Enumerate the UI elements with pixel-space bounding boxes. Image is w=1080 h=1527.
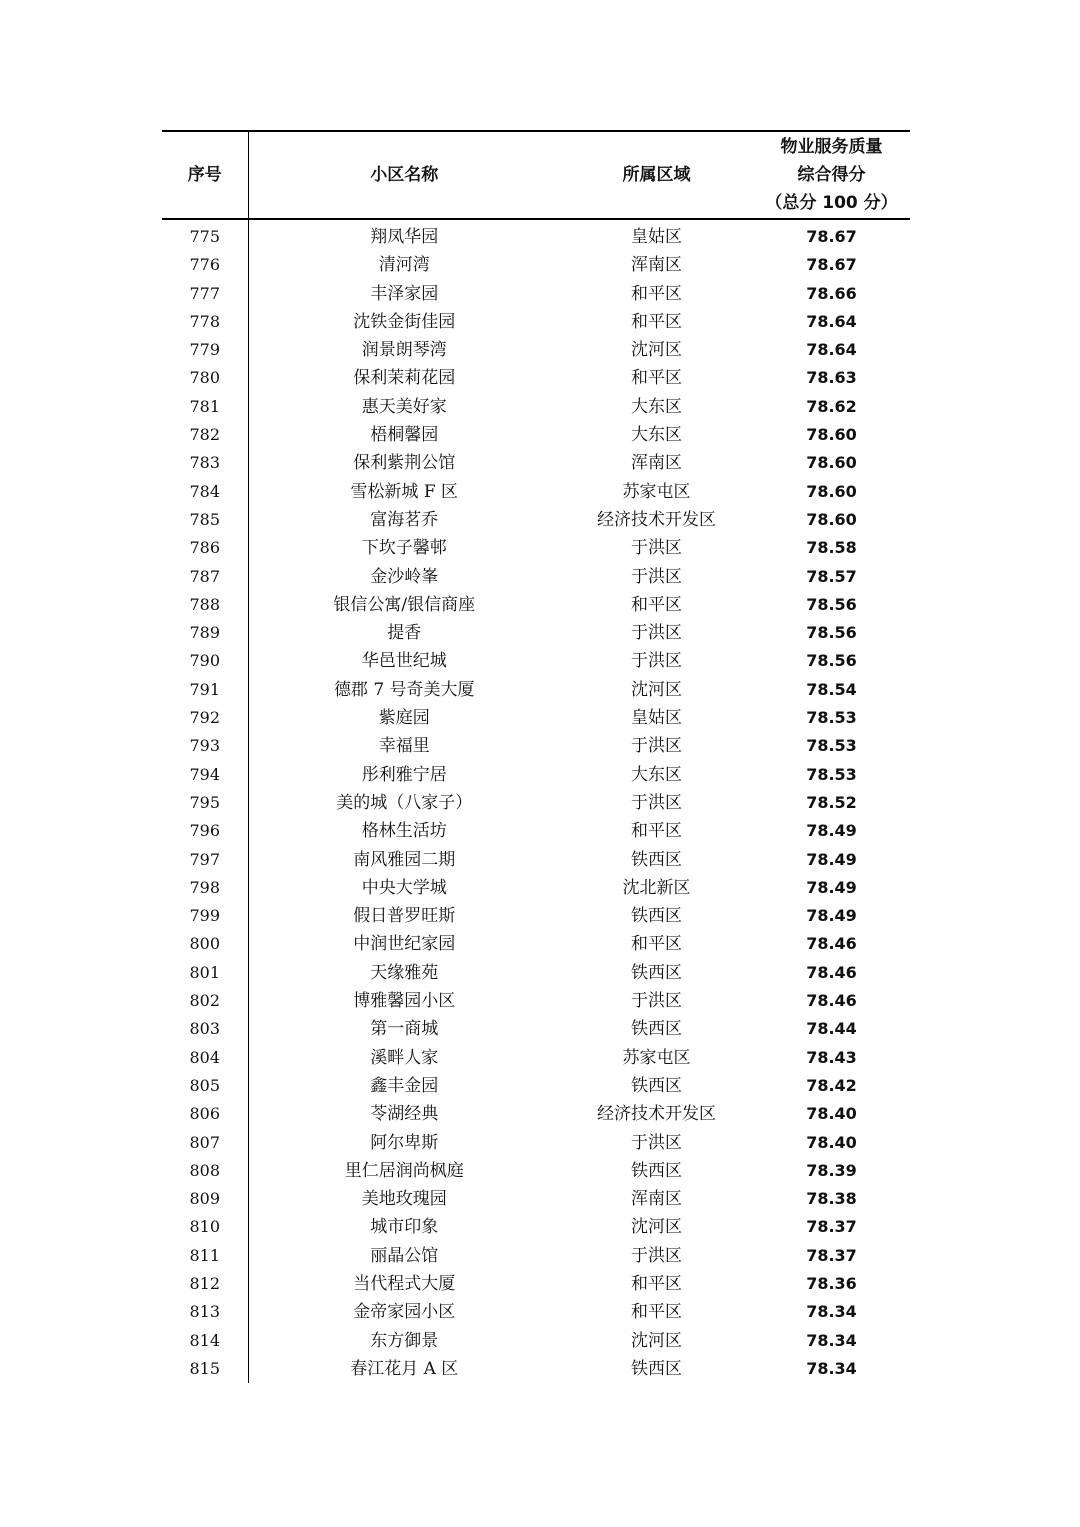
- cell-area: 于洪区: [631, 623, 682, 644]
- cell-name: 中央大学城: [361, 877, 447, 898]
- cell-score: 78.34: [806, 1302, 857, 1322]
- cell-score: 78.67: [806, 227, 857, 246]
- table-row: [162, 647, 910, 675]
- cell-area: 于洪区: [631, 736, 682, 757]
- table-row: [162, 1072, 910, 1100]
- cell-score: 78.64: [806, 340, 857, 360]
- cell-area: 和平区: [631, 311, 682, 332]
- header-area: 所属区域: [560, 131, 753, 219]
- cell-score: 78.34: [806, 1330, 857, 1350]
- cell-score: 78.60: [806, 481, 857, 501]
- cell-no: 776: [162, 251, 248, 279]
- table-row: [162, 1015, 910, 1043]
- cell-name: 阿尔卑斯: [370, 1132, 439, 1153]
- cell-score: 78.58: [806, 538, 857, 558]
- cell-area: 苏家屯区: [622, 1047, 691, 1068]
- cell-area: 沈河区: [631, 1217, 682, 1238]
- cell-area: 和平区: [631, 1273, 682, 1294]
- cell-score: 78.53: [806, 708, 857, 728]
- cell-name: 梧桐馨园: [370, 425, 439, 446]
- table-row: [162, 1213, 910, 1241]
- cell-score: 78.53: [806, 764, 857, 784]
- cell-no: 778: [162, 308, 248, 336]
- cell-name: 富海茗乔: [370, 509, 439, 530]
- cell-area: 于洪区: [631, 792, 682, 813]
- table-row: [162, 591, 910, 619]
- cell-area: 浑南区: [631, 453, 682, 474]
- cell-no: 815: [162, 1355, 248, 1383]
- cell-name: 德郡 7 号奇美大厦: [333, 679, 475, 700]
- cell-no: 801: [162, 959, 248, 987]
- table-row: [162, 336, 910, 364]
- cell-score: 78.62: [806, 396, 857, 416]
- cell-no: 803: [162, 1015, 248, 1043]
- cell-no: 777: [162, 280, 248, 308]
- cell-name: 鑫丰金园: [370, 1075, 439, 1096]
- cell-area: 沈河区: [631, 340, 682, 361]
- table-row: [162, 817, 910, 845]
- cell-name: 提香: [387, 623, 422, 644]
- cell-name: 美地玫瑰园: [361, 1189, 447, 1210]
- cell-name: 天缘雅苑: [370, 962, 439, 983]
- cell-area: 皇姑区: [631, 708, 682, 729]
- table-row: [162, 251, 910, 279]
- cell-score: 78.66: [806, 283, 857, 303]
- cell-area: 和平区: [631, 934, 682, 955]
- cell-score: 78.53: [806, 736, 857, 756]
- header-name: 小区名称: [248, 131, 560, 219]
- table-row: [162, 789, 910, 817]
- cell-no: 783: [162, 449, 248, 477]
- cell-area: 和平区: [631, 283, 682, 304]
- cell-no: 789: [162, 619, 248, 647]
- cell-area: 和平区: [631, 821, 682, 842]
- cell-area: 经济技术开发区: [597, 509, 716, 530]
- cell-name: 华邑世纪城: [361, 651, 447, 672]
- table-row: [162, 1129, 910, 1157]
- cell-area: 于洪区: [631, 566, 682, 587]
- cell-area: 大东区: [631, 764, 682, 785]
- cell-no: 799: [162, 902, 248, 930]
- table-row: [162, 1270, 910, 1298]
- cell-name: 彤利雅宁居: [361, 764, 447, 785]
- cell-area: 铁西区: [631, 1160, 682, 1181]
- cell-area: 铁西区: [631, 849, 682, 870]
- cell-area: 大东区: [631, 425, 682, 446]
- cell-no: 786: [162, 534, 248, 562]
- cell-score: 78.56: [806, 623, 857, 643]
- table-row: [162, 732, 910, 760]
- cell-area: 和平区: [631, 594, 682, 615]
- cell-name: 第一商城: [370, 1019, 439, 1040]
- cell-no: 806: [162, 1100, 248, 1128]
- header-row: [162, 131, 910, 219]
- cell-no: 780: [162, 364, 248, 392]
- cell-name: 保利茉莉花园: [353, 368, 456, 389]
- table-row: [162, 478, 910, 506]
- cell-area: 皇姑区: [631, 227, 682, 247]
- cell-no: 804: [162, 1044, 248, 1072]
- cell-name: 苓湖经典: [370, 1104, 439, 1125]
- cell-name: 城市印象: [370, 1217, 439, 1238]
- ranking-table: [162, 130, 910, 1383]
- cell-score: 78.49: [806, 906, 857, 926]
- cell-name: 惠天美好家: [361, 396, 447, 417]
- cell-no: 805: [162, 1072, 248, 1100]
- table-row: [162, 1298, 910, 1326]
- cell-score: 78.67: [806, 255, 857, 275]
- header-score: [753, 131, 910, 219]
- cell-name: 东方御景: [370, 1330, 439, 1351]
- cell-score: 78.56: [806, 651, 857, 671]
- header-score-line3: （总分 100 分）: [765, 193, 898, 213]
- cell-name: 溪畔人家: [370, 1047, 439, 1068]
- cell-area: 于洪区: [631, 538, 682, 559]
- cell-area: 苏家屯区: [622, 481, 691, 502]
- cell-name: 丽晶公馆: [370, 1245, 439, 1266]
- header-score-line2: 综合得分: [797, 165, 866, 185]
- cell-area: 铁西区: [631, 1019, 682, 1040]
- table-row: [162, 619, 910, 647]
- cell-no: 812: [162, 1270, 248, 1298]
- cell-score: 78.34: [806, 1358, 857, 1378]
- cell-score: 78.39: [806, 1160, 857, 1180]
- cell-score: 78.44: [806, 1019, 857, 1039]
- cell-no: 791: [162, 676, 248, 704]
- cell-name: 下坎子馨邨: [361, 538, 447, 559]
- cell-area: 大东区: [631, 396, 682, 417]
- cell-name: 润景朗琴湾: [361, 340, 447, 361]
- cell-area: 和平区: [631, 368, 682, 389]
- cell-no: 807: [162, 1129, 248, 1157]
- cell-score: 78.40: [806, 1104, 857, 1124]
- cell-name: 丰泽家园: [370, 283, 439, 304]
- cell-area: 经济技术开发区: [597, 1104, 716, 1125]
- cell-area: 沈北新区: [622, 877, 691, 898]
- cell-score: 78.64: [806, 311, 857, 331]
- table-row: [162, 1044, 910, 1072]
- table-row: [162, 421, 910, 449]
- cell-name: 雪松新城 F 区: [350, 481, 459, 502]
- table-row: [162, 506, 910, 534]
- cell-no: 792: [162, 704, 248, 732]
- cell-name: 博雅馨园小区: [353, 991, 456, 1012]
- cell-no: 795: [162, 789, 248, 817]
- cell-score: 78.38: [806, 1189, 857, 1209]
- cell-name: 金沙岭峯: [370, 566, 439, 587]
- table-row: [162, 219, 910, 251]
- ranking-table-container: [162, 130, 910, 1383]
- cell-score: 78.42: [806, 1075, 857, 1095]
- cell-no: 814: [162, 1327, 248, 1355]
- table-row: [162, 563, 910, 591]
- cell-score: 78.60: [806, 453, 857, 473]
- cell-score: 78.37: [806, 1217, 857, 1237]
- cell-score: 78.49: [806, 877, 857, 897]
- cell-no: 813: [162, 1298, 248, 1326]
- cell-name: 清河湾: [378, 255, 430, 276]
- cell-score: 78.46: [806, 962, 857, 982]
- header-no: 序号: [162, 131, 248, 219]
- cell-name: 幸福里: [378, 736, 430, 757]
- cell-name: 紫庭园: [378, 708, 430, 729]
- cell-no: 793: [162, 732, 248, 760]
- cell-no: 796: [162, 817, 248, 845]
- cell-name: 美的城（八家子）: [336, 792, 473, 813]
- cell-no: 782: [162, 421, 248, 449]
- cell-no: 800: [162, 930, 248, 958]
- cell-no: 781: [162, 393, 248, 421]
- cell-score: 78.36: [806, 1273, 857, 1293]
- table-body: [162, 219, 910, 1383]
- cell-no: 787: [162, 563, 248, 591]
- cell-area: 铁西区: [631, 906, 682, 927]
- cell-no: 809: [162, 1185, 248, 1213]
- table-row: [162, 1355, 910, 1383]
- table-row: [162, 449, 910, 477]
- cell-no: 794: [162, 761, 248, 789]
- cell-area: 沈河区: [631, 679, 682, 700]
- cell-name: 当代程式大厦: [353, 1273, 456, 1294]
- cell-area: 铁西区: [631, 1075, 682, 1096]
- cell-area: 于洪区: [631, 651, 682, 672]
- cell-area: 铁西区: [631, 962, 682, 983]
- cell-name: 翔凤华园: [370, 227, 439, 247]
- cell-area: 于洪区: [631, 1132, 682, 1153]
- cell-name: 格林生活坊: [361, 821, 447, 842]
- cell-name: 保利紫荆公馆: [353, 453, 456, 474]
- table-row: [162, 308, 910, 336]
- table-row: [162, 393, 910, 421]
- table-row: [162, 364, 910, 392]
- cell-area: 于洪区: [631, 991, 682, 1012]
- table-header: [162, 131, 910, 219]
- table-row: [162, 902, 910, 930]
- cell-no: 790: [162, 647, 248, 675]
- cell-area: 和平区: [631, 1302, 682, 1323]
- cell-name: 银信公寓/银信商座: [333, 594, 476, 615]
- cell-no: 798: [162, 874, 248, 902]
- table-row: [162, 987, 910, 1015]
- cell-name: 金帝家园小区: [353, 1302, 456, 1323]
- cell-no: 779: [162, 336, 248, 364]
- cell-score: 78.37: [806, 1245, 857, 1265]
- cell-score: 78.54: [806, 679, 857, 699]
- cell-score: 78.40: [806, 1132, 857, 1152]
- cell-score: 78.49: [806, 849, 857, 869]
- cell-no: 808: [162, 1157, 248, 1185]
- cell-name: 春江花月 A 区: [350, 1358, 459, 1379]
- cell-no: 797: [162, 846, 248, 874]
- cell-area: 浑南区: [631, 255, 682, 276]
- table-row: [162, 676, 910, 704]
- cell-area: 于洪区: [631, 1245, 682, 1266]
- table-row: [162, 704, 910, 732]
- header-score-line1: 物业服务质量: [780, 137, 883, 157]
- cell-score: 78.46: [806, 934, 857, 954]
- table-row: [162, 930, 910, 958]
- cell-score: 78.57: [806, 566, 857, 586]
- table-row: [162, 1157, 910, 1185]
- table-row: [162, 1242, 910, 1270]
- table-row: [162, 534, 910, 562]
- table-row: [162, 1100, 910, 1128]
- cell-score: 78.60: [806, 425, 857, 445]
- cell-no: 788: [162, 591, 248, 619]
- cell-name: 中润世纪家园: [353, 934, 456, 955]
- cell-no: 802: [162, 987, 248, 1015]
- cell-score: 78.43: [806, 1047, 857, 1067]
- cell-area: 沈河区: [631, 1330, 682, 1351]
- cell-score: 78.46: [806, 991, 857, 1011]
- cell-score: 78.56: [806, 594, 857, 614]
- cell-score: 78.49: [806, 821, 857, 841]
- cell-score: 78.63: [806, 368, 857, 388]
- cell-area: 浑南区: [631, 1189, 682, 1210]
- table-row: [162, 846, 910, 874]
- table-row: [162, 761, 910, 789]
- cell-no: 811: [162, 1242, 248, 1270]
- table-row: [162, 1185, 910, 1213]
- cell-score: 78.60: [806, 509, 857, 529]
- cell-no: 775: [162, 219, 248, 251]
- table-row: [162, 874, 910, 902]
- table-row: [162, 280, 910, 308]
- cell-name: 南风雅园二期: [353, 849, 456, 870]
- cell-no: 785: [162, 506, 248, 534]
- cell-no: 784: [162, 478, 248, 506]
- table-row: [162, 959, 910, 987]
- cell-name: 里仁居润尚枫庭: [344, 1160, 464, 1181]
- cell-name: 假日普罗旺斯: [353, 906, 456, 927]
- cell-name: 沈铁金街佳园: [353, 311, 456, 332]
- table-row: [162, 1327, 910, 1355]
- cell-area: 铁西区: [631, 1358, 682, 1379]
- cell-no: 810: [162, 1213, 248, 1241]
- cell-score: 78.52: [806, 792, 857, 812]
